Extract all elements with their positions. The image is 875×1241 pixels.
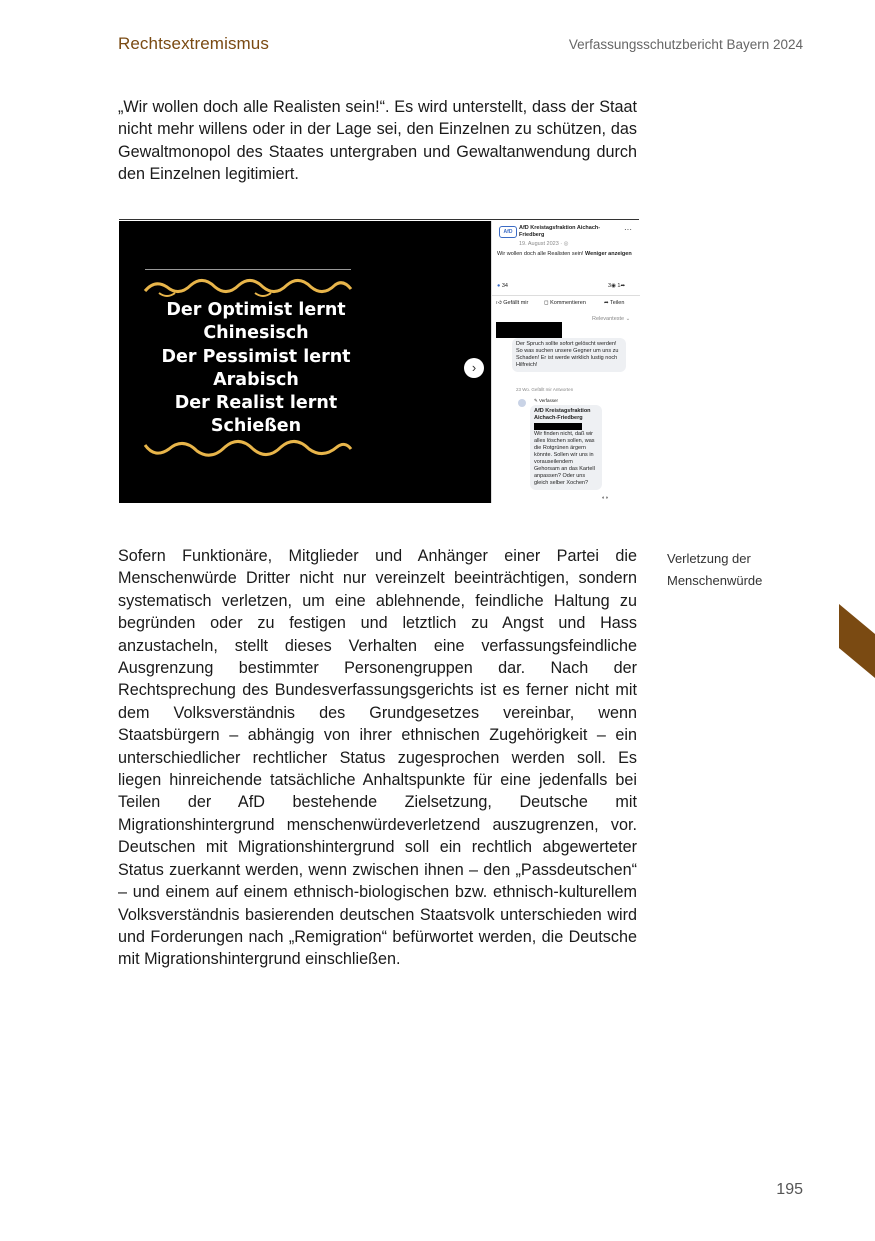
reply-author: AfD Kreistagsfraktion Aichach-Friedberg — [534, 408, 591, 421]
facebook-post-panel — [491, 221, 640, 503]
redacted-commenter-name — [496, 322, 562, 338]
social-media-screenshot — [119, 219, 639, 503]
publication-title: Verfassungsschutzbericht Bayern 2024 — [568, 37, 803, 52]
reactions[interactable] — [497, 283, 508, 290]
meme-caption — [141, 299, 371, 439]
comment-label: Kommentieren — [550, 300, 586, 306]
shares-count: 1 — [617, 283, 621, 289]
post-date — [519, 241, 568, 248]
meme-line: Der Pessimist lernt — [161, 346, 351, 367]
chevron-down-icon: ⌄ — [625, 316, 631, 322]
share-button[interactable] — [604, 300, 624, 307]
share-icon: ➦ — [620, 283, 626, 289]
reply-bubble — [530, 405, 602, 490]
meme-line: Der Realist lernt — [174, 393, 338, 414]
share-label: Teilen — [610, 300, 625, 306]
meme-image — [119, 221, 491, 503]
section-title: Rechtsextremismus — [118, 34, 269, 53]
engagement-counts — [608, 283, 625, 290]
meme-divider — [145, 269, 351, 270]
chapter-tab — [839, 604, 875, 678]
page-number: 195 — [776, 1181, 803, 1198]
author-badge-label: Verfasser — [539, 398, 559, 403]
more-options-icon[interactable]: ··· — [624, 225, 632, 234]
meme-line: Arabisch — [213, 369, 299, 390]
reply-text: Wir finden nicht, daß wir alles löschen sollen, was die Rotgrünen ärgern könnte. Sollen wir uns in vorauseilendem Gehorsam an das Kartell anpassen? Oder uns gleich selber Xochen? — [534, 431, 595, 486]
post-page-name[interactable]: AfD Kreistagsfraktion Aichach-Friedberg — [519, 225, 601, 238]
gold-scroll-bottom-ornament — [143, 435, 353, 461]
comment-bubble: Der Spruch sollte sofort gelöscht werden! So was suchen unsere Gegner um uns zu Schaden! Er ist werde wirklich lustig noch Hilfreich! — [512, 338, 626, 372]
intro-paragraph: „Wir wollen doch alle Realisten sein!“. Es wird unterstellt, dass der Staat nicht mehr willens oder in der Lage sei, den Einzelnen zu schützen, das Gewaltmonopol des Staates untergraben und Gewaltanwendung durch den Einzelnen legitimiert. — [118, 98, 637, 184]
share-arrow-icon: ➦ — [604, 300, 609, 306]
speech-bubble-icon: ◻ — [544, 300, 549, 306]
pin-icon: ✎ — [534, 398, 538, 403]
meme-line: Der Optimist lernt — [166, 300, 346, 320]
author-badge — [534, 397, 558, 404]
post-message: Wir wollen doch alle Realisten sein! — [497, 251, 584, 257]
comment-icon: ◉ — [611, 283, 616, 289]
meme-line: Chinesisch — [203, 323, 309, 344]
like-button[interactable] — [496, 300, 528, 307]
reply-reaction-icons: ◐◑ — [602, 495, 609, 501]
divider — [492, 295, 640, 296]
like-label: Gefällt mir — [503, 300, 529, 306]
reply-avatar — [518, 399, 526, 407]
reactions-count: 34 — [501, 283, 508, 289]
body-paragraph: Sofern Funktionäre, Mitglieder und Anhänger einer Partei die Menschenwürde Dritter nicht nur vereinzelt beeinträchtigen, sondern systematisch verletzen, um eine ablehnende, feindliche Haltung zu begründen oder zu festigen und letztlich zu Angst und Hass anzustacheln, stellt dieses Verhalten eine verfassungsfeindliche Ausgrenzung bestimmter Personengruppen dar. Nach der Rechtsprechung des Bundesverfassungsgerichts ist es ferner nicht mit dem Volksverständnis des Grundgesetzes vereinbar, wenn Staatsbürgern – abhängig von ihrer ethnischen Zugehörigkeit – ein unterschiedlicher rechtlicher Status zugesprochen werden soll. Es liegen hinreichende tatsächliche Anhaltspunkte für eine jedenfalls bei Teilen der AfD bestehende Zielsetzung, Deutsche mit Migrationshintergrund menschenwürdeverletzend auszugrenzen, vor. Deutschen mit Migrationshintergrund soll ein rechtlich abgewerteter Status zuerkannt werden, wenn zwischen ihnen – den „Passdeutschen“ – und einem auf einem ethnisch-biologischen bzw. ethnisch-kulturellem Volksverständnis basierenden deutschen Staatsvolk unterschieden wird und Forderungen nach „Remigration“ befürwortet werden, die Deutsche mit Migrationshintergrund einschließen. — [118, 547, 637, 969]
sort-label: Relevanteste — [592, 316, 625, 322]
margin-note: Verletzung der Menschenwürde — [667, 551, 763, 588]
thumbs-up-icon: 👍︎ — [496, 300, 502, 306]
redacted-mention — [534, 423, 582, 430]
comment-meta: 23 Wo. Gefällt mir Antworten — [516, 387, 574, 392]
next-image-button[interactable]: › — [464, 358, 484, 378]
comment-sort-dropdown[interactable] — [592, 316, 630, 323]
show-less-link[interactable]: Weniger anzeigen — [585, 251, 632, 257]
afd-logo: AfD — [499, 226, 517, 238]
like-reaction-icon: ● — [497, 283, 501, 289]
post-date-text: 19. August 2023 · — [519, 241, 564, 247]
globe-icon: ◎ — [563, 241, 569, 247]
meme-line: Schießen — [210, 416, 302, 437]
post-text — [497, 251, 637, 258]
gold-scroll-top-ornament — [143, 277, 353, 301]
comments-count: 3 — [608, 283, 612, 289]
comment-button[interactable] — [544, 300, 586, 307]
